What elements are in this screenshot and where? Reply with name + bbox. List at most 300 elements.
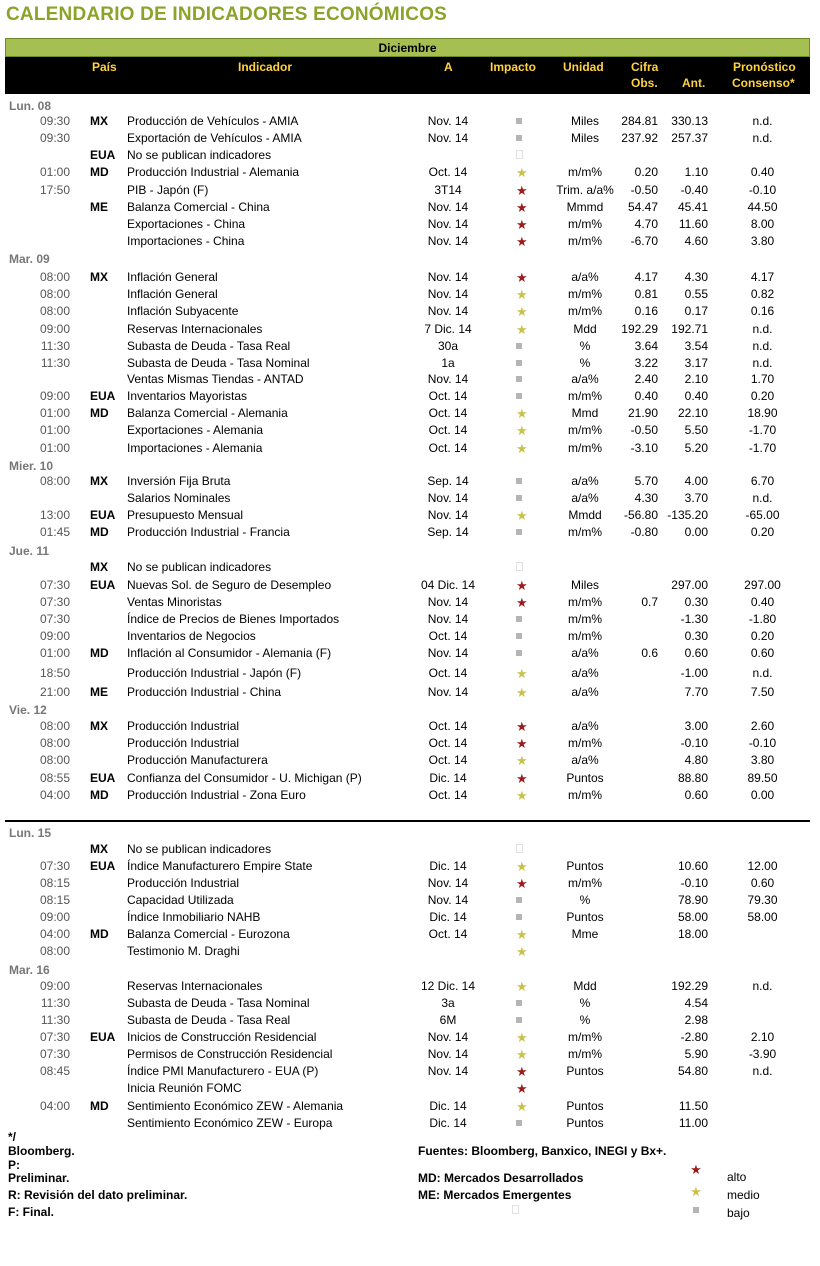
indicator-cell: Reservas Internacionales (127, 979, 263, 993)
unit-cell: m/m% (568, 1030, 602, 1044)
day-label: Lun. 08 (9, 99, 52, 113)
time-cell: 08:00 (39, 753, 70, 767)
period-cell: Nov. 14 (427, 491, 469, 505)
observed-cell: -0.50 (630, 183, 658, 197)
day-label: Mar. 09 (9, 252, 50, 266)
time-cell: 04:00 (39, 788, 70, 802)
table-row (0, 388, 820, 405)
indicator-cell: Salarios Nominales (127, 491, 231, 505)
time-cell: 21:00 (39, 685, 70, 699)
table-row: 08:00 Inflación General Nov. 14 m/m% 0.81 0.55 0.82 ★ (0, 286, 820, 303)
period-cell: Nov. 14 (427, 876, 469, 890)
time-cell: 11:30 (40, 356, 70, 370)
period-cell: 6M (439, 1013, 457, 1027)
unit-cell: a/a% (571, 491, 599, 505)
indicator-cell: Inflación Subyacente (127, 304, 239, 318)
unit-cell: % (579, 339, 591, 353)
indicator-cell: Producción Industrial (127, 876, 240, 890)
week-separator (5, 820, 810, 822)
forecast-cell: 1.70 (750, 372, 775, 386)
unit-cell: Miles (570, 578, 599, 592)
table-row: Importaciones - China Nov. 14 m/m% -6.70 4.60 3.80 ★ (0, 233, 820, 250)
table-row: 13:00 EUA Presupuesto Mensual Nov. 14 Mmdd -56.80 -135.20 -65.00 ★ (0, 507, 820, 524)
country-cell: ME (90, 200, 108, 214)
unit-cell: m/m% (568, 525, 602, 539)
observed-cell: 3.64 (634, 339, 658, 353)
table-row (0, 130, 820, 147)
observed-cell: -6.70 (630, 234, 658, 248)
indicator-cell: Producción Industrial - Francia (127, 525, 290, 539)
day-label: Lun. 15 (9, 826, 52, 840)
time-cell: 09:00 (39, 910, 70, 924)
indicator-cell: No se publican indicadores (127, 560, 272, 574)
period-cell: Nov. 14 (427, 372, 469, 386)
indicator-cell: Exportación de Vehículos - AMIA (127, 131, 302, 145)
country-cell: MD (90, 927, 109, 941)
country-cell: EUA (90, 859, 116, 873)
unit-cell: Mmdd (568, 508, 602, 522)
table-row (0, 841, 820, 858)
previous-cell: 4.00 (684, 474, 708, 488)
unit-cell: a/a% (571, 753, 599, 767)
table-row (0, 559, 820, 576)
unit-cell: Mme (571, 927, 599, 941)
previous-cell: 3.00 (684, 719, 708, 733)
indicator-cell: Sentimiento Económico ZEW - Europa (127, 1116, 333, 1130)
country-cell: MD (90, 525, 109, 539)
unit-cell: m/m% (568, 441, 602, 455)
country-cell: ME (90, 685, 108, 699)
table-row (0, 892, 820, 909)
time-cell: 07:30 (39, 1030, 70, 1044)
indicator-cell: Índice PMI Manufacturero - EUA (P) (127, 1064, 319, 1078)
table-row (0, 645, 820, 662)
table-row (0, 628, 820, 645)
previous-cell: 3.17 (684, 356, 708, 370)
period-cell: Nov. 14 (427, 217, 469, 231)
table-row: 17:50 PIB - Japón (F) 3T14 Trim. a/a% -0.50 -0.40 -0.10 ★ (0, 182, 820, 199)
forecast-cell: 12.00 (747, 859, 778, 873)
period-cell: Nov. 14 (427, 612, 469, 626)
period-cell: Nov. 14 (427, 595, 469, 609)
previous-cell: 22.10 (677, 406, 708, 420)
observed-cell: -0.80 (630, 525, 658, 539)
indicator-cell: No se publican indicadores (127, 148, 272, 162)
table-row: 01:00 Exportaciones - Alemania Oct. 14 m/m% -0.50 5.50 -1.70 ★ (0, 422, 820, 439)
table-row: 08:15 Producción Industrial Nov. 14 m/m% -0.10 0.60 ★ (0, 875, 820, 892)
forecast-cell: n.d. (752, 322, 773, 336)
previous-cell: -0.10 (680, 876, 708, 890)
observed-cell: 0.20 (634, 165, 658, 179)
forecast-cell: n.d. (752, 666, 773, 680)
previous-cell: 2.98 (684, 1013, 708, 1027)
time-cell: 11:30 (40, 1013, 70, 1027)
forecast-cell: -0.10 (748, 736, 777, 750)
forecast-cell: n.d. (752, 979, 773, 993)
time-cell: 09:30 (39, 131, 70, 145)
period-cell: Oct. 14 (428, 927, 468, 941)
footnote-p: P: (8, 1158, 20, 1172)
table-row: 09:00 Reservas Internacionales 12 Dic. 14 Mdd 192.29 n.d. ★ (0, 978, 820, 995)
country-cell: EUA (90, 578, 116, 592)
time-cell: 08:15 (39, 893, 70, 907)
indicator-cell: Inicia Reunión FOMC (127, 1081, 242, 1095)
indicator-cell: Permisos de Construcción Residencial (127, 1047, 333, 1061)
legend-medio-label: medio (727, 1188, 760, 1202)
header-unidad: Unidad (563, 60, 604, 74)
table-row: 09:00 Reservas Internacionales 7 Dic. 14 Mdd 192.29 192.71 n.d. ★ (0, 321, 820, 338)
header-impacto: Impacto (490, 60, 537, 74)
time-cell: 01:00 (39, 406, 70, 420)
indicator-cell: Subasta de Deuda - Tasa Nominal (127, 996, 310, 1010)
table-row (0, 355, 820, 372)
forecast-cell: 44.50 (747, 200, 778, 214)
indicator-cell: Producción Industrial - Alemania (127, 165, 300, 179)
header-obs: Obs. (631, 76, 658, 90)
observed-cell: 21.90 (627, 406, 658, 420)
forecast-cell: 0.60 (750, 646, 775, 660)
previous-cell: 11.60 (678, 217, 708, 231)
unit-cell: Puntos (566, 1064, 604, 1078)
indicator-cell: Inflación al Consumidor - Alemania (F) (127, 646, 332, 660)
period-cell: 04 Dic. 14 (420, 578, 476, 592)
legend-bajo-square-icon (686, 1200, 706, 1218)
period-cell: Oct. 14 (428, 406, 468, 420)
indicator-cell: Producción Industrial - Japón (F) (127, 666, 302, 680)
unit-cell: a/a% (571, 474, 599, 488)
unit-cell: % (579, 996, 591, 1010)
column-header-bar (5, 57, 810, 94)
time-cell: 09:30 (39, 114, 70, 128)
previous-cell: 2.10 (684, 372, 708, 386)
indicator-cell: Inventarios Mayoristas (127, 389, 248, 403)
time-cell: 07:30 (39, 595, 70, 609)
period-cell: Nov. 14 (427, 287, 469, 301)
previous-cell: 0.30 (684, 595, 708, 609)
forecast-cell: n.d. (752, 1064, 773, 1078)
table-row: Exportaciones - China Nov. 14 m/m% 4.70 11.60 8.00 ★ (0, 216, 820, 233)
forecast-cell: 0.16 (750, 304, 775, 318)
previous-cell: 18.00 (677, 927, 708, 941)
previous-cell: 10.60 (677, 859, 708, 873)
previous-cell: 3.70 (684, 491, 708, 505)
time-cell: 08:15 (39, 876, 70, 890)
unit-cell: a/a% (571, 646, 599, 660)
period-cell: Oct. 14 (428, 165, 468, 179)
forecast-cell: n.d. (752, 114, 773, 128)
country-cell: MX (90, 560, 108, 574)
table-row: 08:45 Índice PMI Manufacturero - EUA (P) Nov. 14 Puntos 54.80 n.d. ★ (0, 1063, 820, 1080)
country-cell: MX (90, 474, 108, 488)
forecast-cell: -0.10 (748, 183, 777, 197)
indicator-cell: Índice Inmobiliario NAHB (127, 910, 261, 924)
table-row (0, 147, 820, 164)
time-cell: 01:00 (39, 646, 70, 660)
indicator-cell: Importaciones - Alemania (127, 441, 263, 455)
forecast-cell: 0.20 (750, 389, 775, 403)
unit-cell: a/a% (571, 719, 599, 733)
previous-cell: 5.20 (684, 441, 708, 455)
table-row: 08:00 MX Inflación General Nov. 14 a/a% 4.17 4.30 4.17 ★ (0, 269, 820, 286)
indicator-cell: Capacidad Utilizada (127, 893, 234, 907)
footnote-preliminar: Preliminar. (8, 1171, 70, 1185)
previous-cell: -2.80 (680, 1030, 708, 1044)
forecast-cell: 0.20 (750, 525, 775, 539)
forecast-cell: -1.70 (748, 441, 777, 455)
observed-cell: -56.80 (623, 508, 658, 522)
forecast-cell: 7.50 (750, 685, 775, 699)
indicator-cell: No se publican indicadores (127, 842, 272, 856)
indicator-cell: Producción Industrial (127, 736, 240, 750)
indicator-cell: Testimonio M. Draghi (127, 944, 240, 958)
previous-cell: 297.00 (671, 578, 708, 592)
indicator-cell: Producción de Vehículos - AMIA (127, 114, 299, 128)
unit-cell: Puntos (566, 1099, 604, 1113)
unit-cell: m/m% (568, 389, 602, 403)
observed-cell: 0.40 (634, 389, 658, 403)
unit-cell: m/m% (568, 287, 602, 301)
indicator-cell: PIB - Japón (F) (127, 183, 209, 197)
unit-cell: Trim. a/a% (556, 183, 614, 197)
table-row: 08:55 EUA Confianza del Consumidor - U. Michigan (P) Dic. 14 Puntos 88.80 89.50 ★ (0, 770, 820, 787)
previous-cell: 0.40 (684, 389, 708, 403)
unit-cell: Miles (570, 131, 599, 145)
observed-cell: 4.70 (634, 217, 658, 231)
period-cell: Nov. 14 (427, 234, 469, 248)
time-cell: 08:00 (39, 270, 70, 284)
observed-cell: 3.22 (634, 356, 658, 370)
period-cell: Oct. 14 (428, 423, 468, 437)
forecast-cell: -1.80 (748, 612, 777, 626)
country-cell: MX (90, 719, 108, 733)
footnote-md: MD: Mercados Desarrollados (418, 1171, 584, 1185)
previous-cell: 257.37 (671, 131, 708, 145)
footnote-me: ME: Mercados Emergentes (418, 1188, 572, 1202)
time-cell: 04:00 (39, 1099, 70, 1113)
indicator-cell: Inicios de Construcción Residencial (127, 1030, 317, 1044)
time-cell: 07:30 (39, 859, 70, 873)
indicator-cell: Ventas Mismas Tiendas - ANTAD (127, 372, 304, 386)
observed-cell: 0.6 (641, 646, 658, 660)
forecast-cell: 2.60 (750, 719, 775, 733)
time-cell: 08:00 (39, 304, 70, 318)
period-cell: Oct. 14 (428, 666, 468, 680)
period-cell: Dic. 14 (429, 910, 467, 924)
period-cell: Nov. 14 (427, 893, 469, 907)
period-cell: Nov. 14 (427, 508, 469, 522)
indicator-cell: Balanza Comercial - Eurozona (127, 927, 290, 941)
previous-cell: 192.29 (671, 979, 708, 993)
previous-cell: 4.60 (684, 234, 708, 248)
period-cell: Nov. 14 (427, 114, 469, 128)
indicator-cell: Importaciones - China (127, 234, 245, 248)
forecast-cell: 0.40 (750, 595, 775, 609)
time-cell: 08:00 (39, 287, 70, 301)
period-cell: Dic. 14 (429, 1116, 467, 1130)
unit-cell: Miles (570, 114, 599, 128)
table-row: 07:30 EUA Índice Manufacturero Empire State Dic. 14 Puntos 10.60 12.00 ★ (0, 858, 820, 875)
unit-cell: m/m% (568, 736, 602, 750)
forecast-cell: 0.20 (750, 629, 775, 643)
footnote-fuentes: Fuentes: Bloomberg, Banxico, INEGI y Bx+. (418, 1144, 667, 1158)
table-row (0, 371, 820, 388)
previous-cell: 330.13 (671, 114, 708, 128)
period-cell: Oct. 14 (428, 441, 468, 455)
indicator-cell: Sentimiento Económico ZEW - Alemania (127, 1099, 344, 1113)
previous-cell: -0.10 (680, 736, 708, 750)
forecast-cell: 58.00 (747, 910, 778, 924)
table-row: 21:00 ME Producción Industrial - China Nov. 14 a/a% 7.70 7.50 ★ (0, 684, 820, 701)
previous-cell: 0.60 (684, 788, 708, 802)
table-row: Inicia Reunión FOMC ★ (127, 1081, 528, 1096)
observed-cell: 4.30 (634, 491, 658, 505)
unit-cell: Puntos (566, 1116, 604, 1130)
footnote-revision: R: Revisión del dato preliminar. (8, 1188, 188, 1202)
period-cell: 1a (441, 356, 455, 370)
period-cell: Dic. 14 (429, 859, 467, 873)
table-row: ME Balanza Comercial - China Nov. 14 Mmmd 54.47 45.41 44.50 ★ (0, 199, 820, 216)
time-cell: 09:00 (39, 389, 70, 403)
table-row (0, 995, 820, 1012)
legend-bajo-label: bajo (727, 1206, 750, 1220)
unit-cell: Mdd (573, 979, 597, 993)
country-cell: EUA (90, 389, 116, 403)
time-cell: 11:30 (40, 996, 70, 1010)
forecast-cell: 8.00 (750, 217, 775, 231)
previous-cell: -0.40 (680, 183, 708, 197)
forecast-cell: 0.00 (750, 788, 775, 802)
country-cell: MX (90, 842, 108, 856)
period-cell: Oct. 14 (428, 753, 468, 767)
previous-cell: 4.80 (684, 753, 708, 767)
time-cell: 07:30 (39, 578, 70, 592)
table-row (0, 909, 820, 926)
country-cell: EUA (90, 508, 116, 522)
indicator-cell: Subasta de Deuda - Tasa Real (127, 339, 291, 353)
day-header (0, 251, 820, 268)
indicator-cell: Índice de Precios de Bienes Importados (127, 612, 340, 626)
period-cell: Nov. 14 (427, 304, 469, 318)
time-cell: 18:50 (39, 666, 70, 680)
period-cell: Dic. 14 (429, 1099, 467, 1113)
previous-cell: 58.00 (677, 910, 708, 924)
previous-cell: 54.80 (677, 1064, 708, 1078)
observed-cell: 192.29 (621, 322, 658, 336)
unit-cell: Puntos (566, 910, 604, 924)
period-cell: 7 Dic. 14 (424, 322, 472, 336)
previous-cell: 3.54 (684, 339, 708, 353)
table-row: 04:00 MD Balanza Comercial - Eurozona Oct. 14 Mme 18.00 ★ (0, 926, 820, 943)
time-cell: 07:30 (39, 1047, 70, 1061)
previous-cell: 7.70 (684, 685, 708, 699)
previous-cell: 11.50 (678, 1099, 708, 1113)
period-cell: Sep. 14 (427, 525, 469, 539)
legend-alto-star-icon: ★ (690, 1162, 702, 1177)
forecast-cell: n.d. (752, 356, 773, 370)
country-cell: MX (90, 114, 108, 128)
forecast-cell: 6.70 (750, 474, 775, 488)
header-pais: País (92, 60, 117, 74)
time-cell: 09:00 (39, 629, 70, 643)
indicator-cell: Presupuesto Mensual (127, 508, 244, 522)
previous-cell: 78.90 (677, 893, 708, 907)
table-row (0, 113, 820, 130)
indicator-cell: Nuevas Sol. de Seguro de Desempleo (127, 578, 332, 592)
previous-cell: 0.30 (684, 629, 708, 643)
day-header (0, 702, 820, 719)
unit-cell: Puntos (566, 771, 604, 785)
indicator-cell: Inventarios de Negocios (127, 629, 256, 643)
unit-cell: m/m% (568, 876, 602, 890)
table-row: 18:50 Producción Industrial - Japón (F) Oct. 14 a/a% -1.00 n.d. ★ (0, 665, 820, 682)
footnote-bloomberg: Bloomberg. (8, 1144, 75, 1158)
country-cell: MX (90, 270, 108, 284)
header-cifra: Cifra (631, 60, 659, 74)
forecast-cell: 89.50 (747, 771, 778, 785)
page-title: CALENDARIO DE INDICADORES ECONÓMICOS (6, 4, 448, 25)
forecast-cell: -65.00 (745, 508, 780, 522)
country-cell: MD (90, 788, 109, 802)
unit-cell: m/m% (568, 304, 602, 318)
observed-cell: -3.10 (630, 441, 658, 455)
period-cell: 30a (437, 339, 459, 353)
unit-cell: % (579, 1013, 591, 1027)
table-row: 04:00 MD Sentimiento Económico ZEW - Alemania Dic. 14 Puntos 11.50 ★ (0, 1098, 820, 1115)
day-label: Mar. 16 (9, 963, 50, 977)
previous-cell: -1.30 (680, 612, 708, 626)
unit-cell: Puntos (566, 859, 604, 873)
table-row: 07:30 Permisos de Construcción Residencial Nov. 14 m/m% 5.90 -3.90 ★ (0, 1046, 820, 1063)
indicator-cell: Índice Manufacturero Empire State (127, 859, 313, 873)
period-cell: 3T14 (434, 183, 462, 197)
unit-cell: Mmd (571, 406, 599, 420)
table-row: 07:30 Ventas Minoristas Nov. 14 m/m% 0.7 0.30 0.40 ★ (0, 594, 820, 611)
observed-cell: 0.81 (634, 287, 658, 301)
indicator-cell: Confianza del Consumidor - U. Michigan (P) (127, 771, 362, 785)
country-cell: EUA (90, 771, 116, 785)
unit-cell: a/a% (571, 270, 599, 284)
time-cell: 08:00 (39, 736, 70, 750)
table-row (0, 524, 820, 541)
table-row: 08:00 Producción Manufacturera Oct. 14 a/a% 4.80 3.80 ★ (0, 752, 820, 769)
forecast-cell: n.d. (752, 491, 773, 505)
unit-cell: m/m% (568, 217, 602, 231)
footnote-asterisk: */ (8, 1130, 17, 1144)
indicator-cell: Inflación General (127, 287, 218, 301)
observed-cell: 5.70 (634, 474, 658, 488)
table-row: 01:00 MD Producción Industrial - Alemania Oct. 14 m/m% 0.20 1.10 0.40 ★ (0, 164, 820, 181)
period-cell: Nov. 14 (427, 1064, 469, 1078)
previous-cell: 192.71 (671, 322, 708, 336)
indicator-cell: Balanza Comercial - China (127, 200, 270, 214)
table-row (0, 473, 820, 490)
unit-cell: m/m% (568, 612, 602, 626)
header-ant: Ant. (682, 76, 706, 90)
forecast-cell: 0.82 (750, 287, 775, 301)
previous-cell: 5.50 (684, 423, 708, 437)
time-cell: 08:45 (39, 1064, 70, 1078)
indicator-cell: Exportaciones - China (127, 217, 246, 231)
header-consenso: Consenso* (732, 76, 795, 90)
time-cell: 17:50 (39, 183, 70, 197)
unit-cell: Mmmd (566, 200, 604, 214)
table-row: 08:00 Testimonio M. Draghi ★ (0, 943, 820, 960)
observed-cell: 4.17 (634, 270, 658, 284)
country-cell: EUA (90, 148, 116, 162)
period-cell: Oct. 14 (428, 788, 468, 802)
table-row (0, 490, 820, 507)
forecast-cell: 0.60 (750, 876, 775, 890)
